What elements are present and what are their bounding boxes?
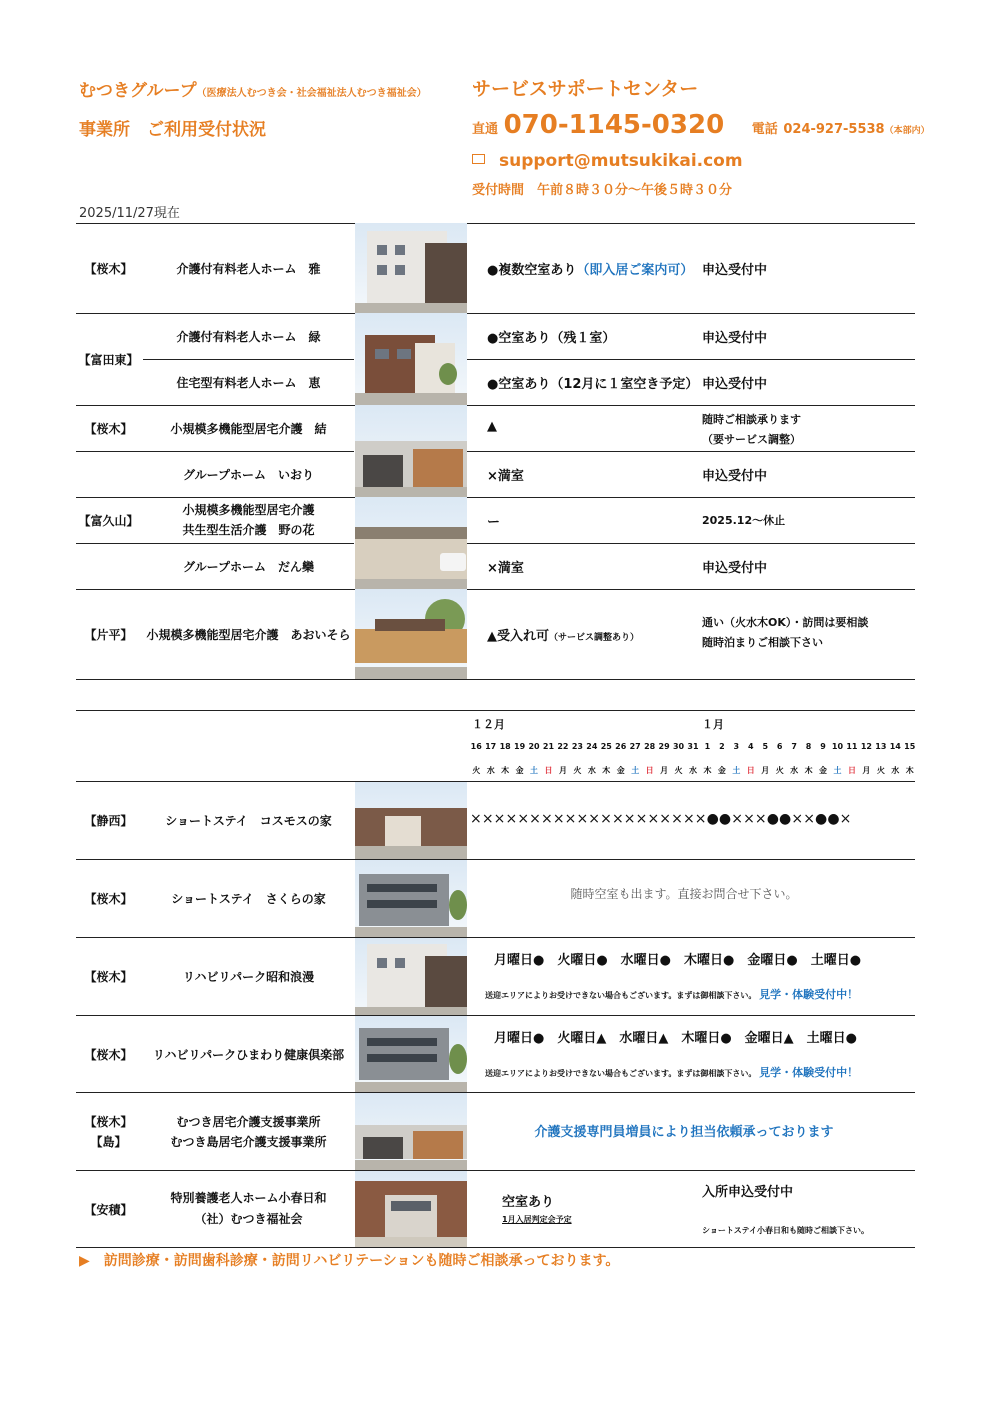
facility-name: 小規模多機能型居宅介護 共生型生活介護 野の花 (182, 503, 315, 537)
calendar-weekday: 月 (761, 766, 770, 775)
facility-photo (355, 782, 467, 859)
calendar-day: 21 (542, 742, 555, 751)
facility-photo (355, 405, 467, 497)
arrow-icon: ▶ (79, 1253, 90, 1269)
calendar-weekday: 土 (530, 766, 539, 775)
tel-note: （本部内） (884, 126, 930, 136)
area-label: 【桜木】 (84, 421, 133, 436)
calendar-day: 11 (846, 742, 858, 751)
facility-name: 住宅型有料老人ホーム 恵 (176, 375, 321, 390)
calendar-weekday: 土 (631, 766, 640, 775)
calendar-weekday: 火 (775, 766, 784, 775)
calendar-day: 14 (889, 742, 901, 751)
facility-name: ショートステイ コスモスの家 (165, 814, 332, 828)
facility-name: 介護付有料老人ホーム 雅 (176, 261, 321, 276)
calendar-day: 4 (748, 742, 754, 751)
calendar-weekday: 金 (616, 766, 625, 775)
facility-name: 小規模多機能型居宅介護 あおいそら (146, 627, 351, 642)
availability-status: ●空室あり（残１室） (487, 331, 616, 346)
area-label: 【片平】 (84, 627, 133, 642)
calendar-day: 18 (499, 742, 511, 751)
reception-status: 2025.12～休止 (702, 514, 786, 527)
calendar-weekday: 月 (558, 766, 567, 775)
facility-name: リハビリパーク昭和浪漫 (182, 970, 315, 984)
calendar-weekday: 日 (544, 766, 553, 775)
direct-label: 直通 (472, 122, 499, 137)
calendar-day: 3 (733, 742, 740, 751)
calendar-weekday: 火 (573, 766, 582, 775)
calendar-weekday: 金 (717, 766, 726, 775)
availability-status: ▲ (487, 419, 497, 434)
calendar-weekday: 日 (645, 766, 654, 775)
facility-name: むつき居宅介護支援事業所 むつき島居宅介護支援事業所 (170, 1115, 327, 1149)
reception-status: 申込受付中 (702, 469, 768, 484)
calendar-day: 9 (820, 742, 826, 751)
calendar-day: 15 (904, 742, 916, 751)
group-name (79, 76, 427, 101)
facility-name: ショートステイ さくらの家 (171, 892, 326, 906)
area-label: 【静西】 (84, 814, 133, 828)
calendar-day: 1 (704, 742, 711, 751)
divider (76, 679, 915, 680)
mail-icon (472, 154, 485, 164)
facility-photo (355, 313, 467, 405)
calendar-day: 8 (805, 742, 812, 751)
calendar-day: 10 (831, 742, 844, 751)
facility-name: 小規模多機能型居宅介護 結 (170, 421, 327, 436)
availability-status: ×満室 (487, 561, 524, 576)
facility-name: グループホーム いおり (182, 467, 315, 482)
calendar-day: 28 (644, 742, 656, 751)
calendar-day: 19 (514, 742, 526, 751)
area-label: 【桜木】 (84, 261, 133, 276)
calendar-day: 22 (557, 742, 569, 751)
calendar-weekday: 日 (847, 766, 856, 775)
tel-label: 電話 (751, 122, 778, 137)
divider (76, 1170, 915, 1171)
calendar-day: 12 (860, 742, 872, 751)
calendar-day: 16 (470, 742, 482, 751)
service-note: 送迎エリアによりお受けできない場合もございます。まずは御相談下さい。 見学・体験受付中！ (485, 1066, 859, 1079)
calendar-weekday: 火 (674, 766, 683, 775)
calendar-day: 23 (571, 742, 583, 751)
center-name: サービスサポートセンター (472, 78, 699, 100)
facility-name: リハビリパークひまわり健康倶楽部 (152, 1047, 345, 1062)
service-note: 随時空室も出ます。直接お問合せ下さい。 (570, 887, 798, 901)
area-label: 【桜木】 (84, 892, 133, 906)
calendar-month: １月 (702, 718, 724, 731)
area-label: 【桜木】 【島】 (84, 1115, 133, 1149)
weekday-schedule: 月曜日● 火曜日▲ 水曜日▲ 木曜日● 金曜日▲ 土曜日● (494, 1031, 858, 1046)
divider (467, 543, 915, 544)
calendar-day: 31 (687, 742, 699, 751)
calendar-day: 29 (658, 742, 670, 751)
calendar-weekday: 日 (746, 766, 755, 775)
availability-row: ××××××××××××××××××××●●×××●●××●●× (470, 811, 852, 827)
group-name-text: むつきグループ (79, 81, 197, 101)
as-of-date: 2025/11/27現在 (79, 206, 180, 221)
footer-text: 訪問診療・訪問歯科診療・訪問リハビリテーションも随時ご相談承っております。 (103, 1253, 620, 1269)
divider (76, 497, 915, 498)
page-subtitle: 事業所 ご利用受付状況 (79, 120, 266, 140)
tel-number[interactable]: 024-927-5538 (783, 122, 885, 137)
reception-status: 随時ご相談承ります （要サービス調整） (702, 413, 801, 446)
calendar-weekday: 木 (703, 766, 712, 775)
area-label: 【富久山】 (78, 513, 139, 528)
direct-phone[interactable]: 070-1145-0320 (503, 110, 725, 140)
calendar-weekday: 土 (732, 766, 741, 775)
divider (76, 1247, 915, 1248)
reception-status: 申込受付中 (702, 561, 768, 576)
facility-name: グループホーム だん欒 (182, 559, 315, 574)
reception-status: 申込受付中 (702, 263, 768, 278)
facility-name: 特別養護老人ホーム小春日和 （社）むつき福祉会 (170, 1191, 327, 1226)
divider (467, 359, 915, 360)
calendar-weekday: 月 (862, 766, 871, 775)
calendar-day: 17 (485, 742, 497, 751)
calendar-weekday: 水 (587, 766, 596, 775)
status-note: 1月入居判定会予定 (502, 1215, 572, 1224)
reception-status: 入所申込受付中 (702, 1185, 794, 1200)
facility-name: 介護付有料老人ホーム 緑 (176, 329, 321, 344)
facility-photo (355, 1016, 467, 1092)
availability-status: ●空室あり（12月に１室空き予定） (487, 377, 699, 392)
calendar-day: 30 (672, 742, 685, 751)
calendar-day: 7 (791, 742, 797, 751)
calendar-weekday: 木 (905, 766, 914, 775)
calendar-day: 20 (528, 742, 540, 751)
area-label: 【富田東】 (78, 352, 139, 367)
calendar-weekday: 土 (833, 766, 842, 775)
calendar-weekday: 火 (876, 766, 885, 775)
calendar-day: 13 (875, 742, 887, 751)
weekday-schedule: 月曜日● 火曜日● 水曜日● 木曜日● 金曜日● 土曜日● (494, 953, 862, 968)
area-label: 【桜木】 (84, 1047, 133, 1062)
divider (76, 710, 915, 711)
calendar-weekday: 水 (891, 766, 900, 775)
calendar-weekday: 月 (660, 766, 669, 775)
calendar-day: 25 (600, 742, 612, 751)
facility-photo (355, 497, 467, 589)
availability-status: ー (487, 515, 501, 530)
calendar-weekday: 金 (515, 766, 524, 775)
email-line (472, 151, 743, 171)
calendar-weekday: 木 (602, 766, 611, 775)
availability-status: ×満室 (487, 469, 524, 484)
area-label: 【桜木】 (84, 970, 133, 984)
reception-status: 申込受付中 (702, 331, 768, 346)
hours: 受付時間 午前８時３０分～午後５時３０分 (472, 183, 733, 198)
facility-photo (355, 223, 467, 313)
calendar-weekday: 火 (472, 766, 481, 775)
calendar-weekday: 水 (486, 766, 495, 775)
calendar-month: １２月 (472, 718, 505, 731)
calendar-weekday: 木 (804, 766, 813, 775)
facility-photo (355, 938, 467, 1015)
calendar-day: 5 (762, 742, 769, 751)
facility-photo (355, 589, 467, 679)
calendar-weekday: 金 (819, 766, 828, 775)
availability-status: ●複数空室あり（即入居ご案内可） (487, 263, 694, 278)
availability-status: 空室あり (502, 1195, 555, 1210)
reception-status: 通い（火水木OK）・訪問は要相談 随時泊まりご相談下さい (702, 616, 869, 649)
footer-note (79, 1250, 619, 1270)
contact-line (472, 110, 930, 140)
reception-note: ショートステイ小春日和も随時ご相談下さい。 (702, 1226, 870, 1235)
calendar-weekday: 木 (501, 766, 510, 775)
divider (76, 1092, 915, 1093)
service-highlight: 介護支援専門員増員により担当依頼承っております (534, 1125, 834, 1140)
calendar-day: 26 (615, 742, 627, 751)
area-label: 【安積】 (84, 1202, 133, 1217)
calendar-weekday: 水 (689, 766, 697, 775)
divider (467, 451, 915, 452)
availability-status: ▲受入れ可（サービス調整あり） (487, 629, 640, 644)
facility-photo (355, 1093, 467, 1170)
calendar-day: 27 (629, 742, 641, 751)
calendar-day: 24 (586, 742, 598, 751)
service-note: 送迎エリアによりお受けできない場合もございます。まずは御相談下さい。 見学・体験受付中！ (485, 988, 859, 1001)
facility-photo (355, 860, 467, 937)
calendar-weekday: 水 (790, 766, 799, 775)
group-note: （医療法人むつき会・社会福祉法人むつき福祉会） (196, 88, 427, 99)
calendar-day: 2 (719, 742, 725, 751)
facility-photo (355, 1171, 467, 1247)
reception-status: 申込受付中 (702, 377, 768, 392)
email-link[interactable]: support@mutsukikai.com (499, 151, 743, 171)
calendar-day: 6 (776, 742, 783, 751)
